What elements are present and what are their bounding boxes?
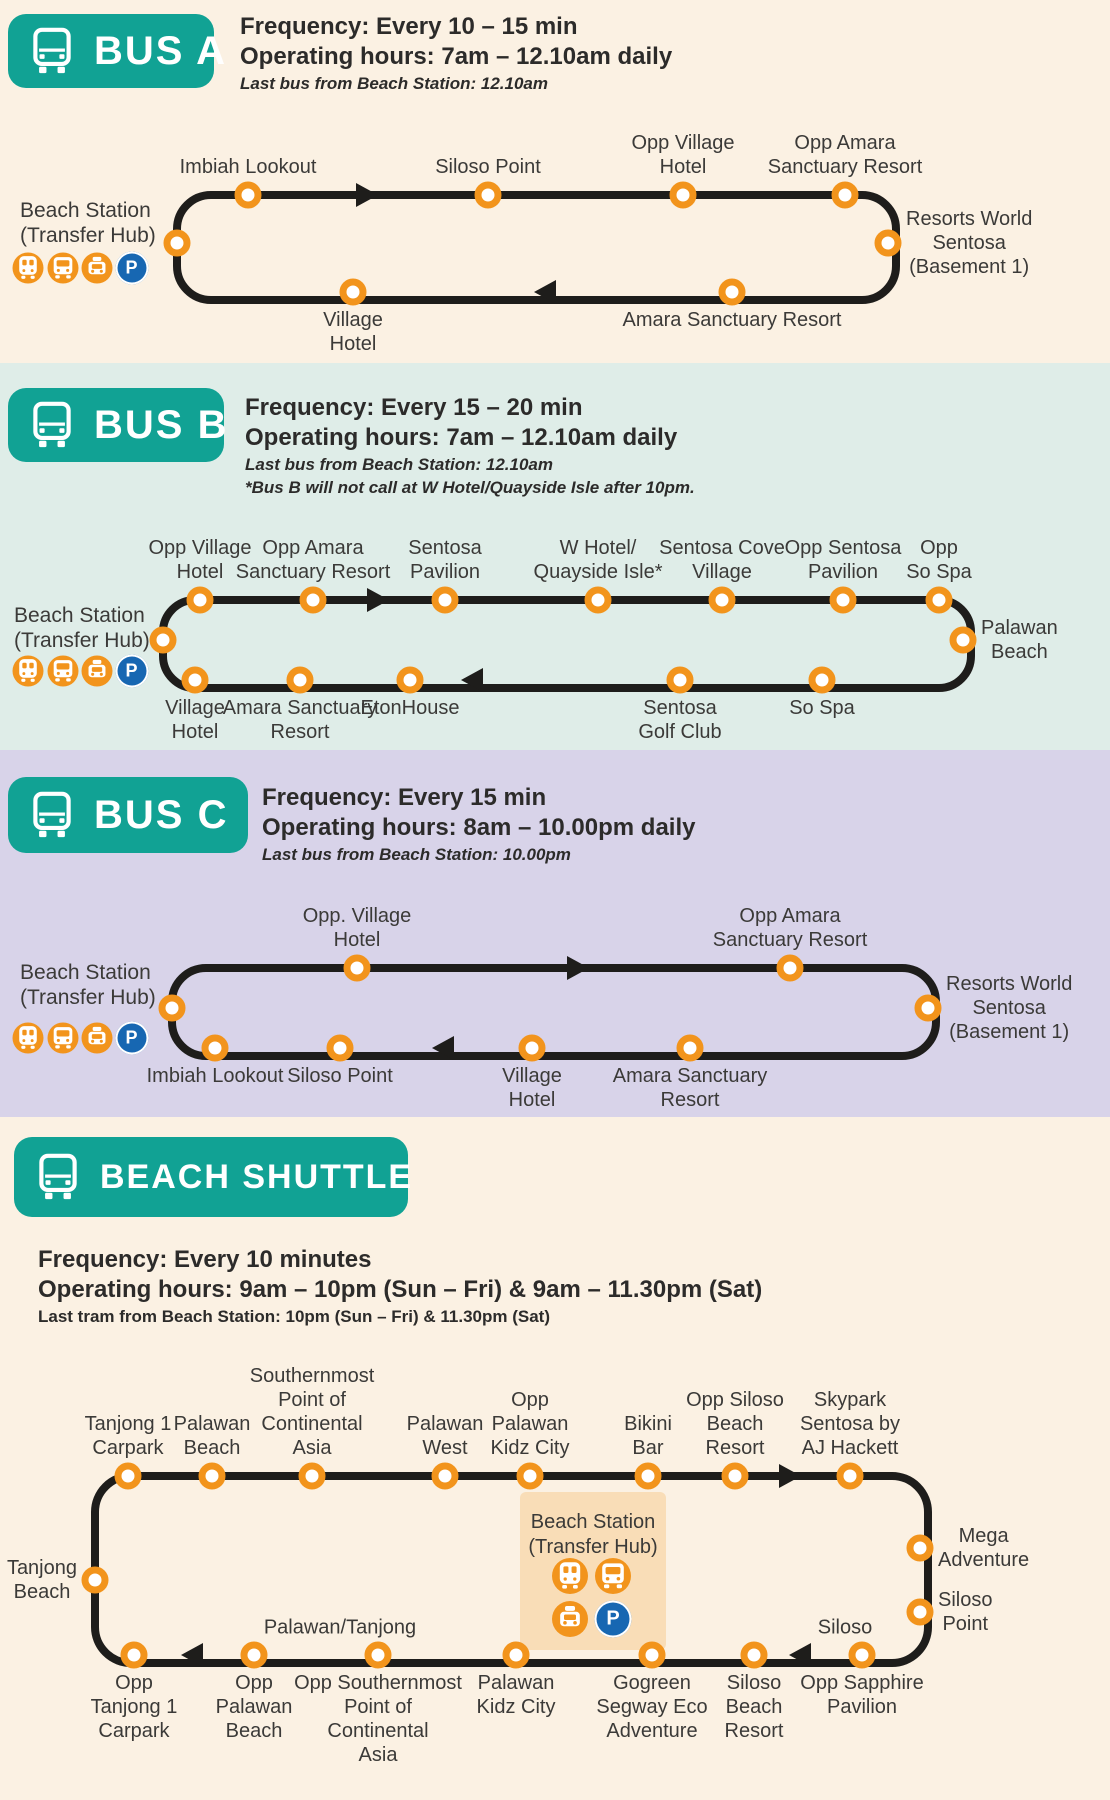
stop-label: Imbiah Lookout	[179, 156, 317, 178]
stop-marker	[327, 1035, 354, 1062]
operating-hours-text: Operating hours: 9am – 10pm (Sun – Fri) & 9am – 11.30pm (Sat)	[38, 1276, 763, 1303]
stop-label: Opp Southernmost Point of Continental Asia	[294, 1672, 462, 1766]
stop-marker	[677, 1035, 704, 1062]
bus-icon	[47, 656, 78, 687]
stop-label: Bikini Bar	[624, 1413, 672, 1459]
area-label: Palawan/Tanjong	[263, 1616, 417, 1639]
stop-marker	[585, 587, 612, 614]
route-info	[245, 393, 695, 499]
parking-letter: P	[125, 1027, 138, 1048]
stop-label: Opp Tanjong 1 Carpark	[90, 1672, 178, 1742]
stop-label: Amara Sanctuary Resort	[612, 1065, 768, 1111]
stop-marker	[199, 1463, 226, 1490]
operating-hours-text: Operating hours: 8am – 10.00pm daily	[262, 814, 696, 841]
stop-marker	[722, 1463, 749, 1490]
stop-label: Mega Adventure	[938, 1525, 1030, 1571]
stop-marker	[159, 995, 186, 1022]
stop-marker	[503, 1642, 530, 1669]
parking-letter: P	[606, 1607, 620, 1630]
stop-label: Opp Sentosa Pavilion	[784, 537, 902, 583]
stop-label: Opp. Village Hotel	[302, 905, 412, 951]
route-info	[262, 783, 695, 866]
stop-marker	[837, 1463, 864, 1490]
stop-label: Sentosa Pavilion	[408, 537, 482, 583]
last-tram-note: Last tram from Beach Station: 10pm (Sun – Fri) & 11.30pm (Sat)	[38, 1307, 551, 1326]
parking-icon	[115, 252, 148, 285]
route-badge	[8, 777, 248, 853]
bus-icon	[36, 1153, 80, 1201]
stop-label: Imbiah Lookout	[146, 1065, 284, 1087]
stop-marker	[340, 279, 367, 306]
last-bus-note: Last bus from Beach Station: 12.10am	[240, 74, 548, 93]
last-bus-note: Last bus from Beach Station: 12.10am	[245, 455, 553, 474]
stop-marker	[670, 182, 697, 209]
route-badge-label: BUS C	[94, 792, 229, 837]
parking-icon	[115, 655, 148, 688]
stop-marker	[830, 587, 857, 614]
bus-b-restriction-note: *Bus B will not call at W Hotel/Quayside Isle after 10pm.	[245, 478, 695, 497]
stop-label: Tanjong 1 Carpark	[84, 1413, 172, 1459]
stop-marker	[287, 667, 314, 694]
route-badge	[8, 388, 229, 462]
stop-marker	[809, 667, 836, 694]
last-bus-note: Last bus from Beach Station: 10.00pm	[262, 845, 571, 864]
stop-marker	[397, 667, 424, 694]
stop-marker	[832, 182, 859, 209]
direction-arrow-icon	[367, 588, 389, 612]
stop-marker	[719, 279, 746, 306]
stop-label: Opp Sapphire Pavilion	[800, 1672, 924, 1718]
stop-marker	[344, 955, 371, 982]
stop-marker	[875, 230, 902, 257]
stop-marker	[950, 627, 977, 654]
stop-label: Tanjong Beach	[6, 1557, 77, 1603]
parking-icon	[115, 1022, 148, 1055]
frequency-text: Frequency: Every 15 min	[262, 784, 547, 811]
stop-label: Village Hotel	[323, 309, 383, 355]
stop-label: Palawan Kidz City	[476, 1672, 556, 1718]
stop-marker	[299, 1463, 326, 1490]
stop-marker	[82, 1567, 109, 1594]
stop-marker	[241, 1642, 268, 1669]
stop-label: Opp Siloso Beach Resort	[686, 1389, 784, 1459]
stop-label: Opp Palawan Kidz City	[490, 1389, 570, 1459]
stop-label: Palawan West	[406, 1413, 484, 1459]
stop-marker	[635, 1463, 662, 1490]
stop-marker	[432, 1463, 459, 1490]
stop-label: Siloso Point	[435, 156, 541, 178]
stop-label: So Spa	[789, 697, 855, 719]
stop-marker	[121, 1642, 148, 1669]
frequency-text: Frequency: Every 10 – 15 min	[240, 13, 578, 40]
stop-marker	[432, 587, 459, 614]
direction-arrow-icon	[534, 280, 556, 304]
stop-label: Palawan Beach	[173, 1413, 251, 1459]
operating-hours-text: Operating hours: 7am – 12.10am daily	[245, 424, 678, 451]
taxi-icon	[82, 1023, 113, 1054]
stop-label: Resorts World Sentosa (Basement 1)	[906, 208, 1033, 278]
transfer-hub-label: Beach Station (Transfer Hub)	[14, 604, 150, 652]
bus-icon	[47, 1023, 78, 1054]
stop-label: Opp Amara Sanctuary Resort	[767, 132, 923, 178]
stop-marker	[235, 182, 262, 209]
taxi-icon	[82, 253, 113, 284]
monorail-icon	[13, 1023, 44, 1054]
stop-label: Siloso Beach Resort	[724, 1672, 784, 1742]
stop-marker	[849, 1642, 876, 1669]
bus-icon	[30, 27, 74, 75]
route-info	[240, 12, 672, 95]
stop-marker	[164, 230, 191, 257]
direction-arrow-icon	[567, 956, 589, 980]
route-loop	[159, 596, 975, 692]
parking-letter: P	[125, 257, 138, 278]
stop-marker	[475, 182, 502, 209]
transfer-hub-label: Beach Station (Transfer Hub)	[20, 961, 156, 1009]
direction-arrow-icon	[779, 1464, 801, 1488]
route-info	[38, 1245, 762, 1328]
route-badge-label: BUS B	[94, 402, 229, 447]
stop-label: W Hotel/ Quayside Isle*	[533, 537, 663, 583]
stop-label: Opp Village Hotel	[631, 132, 735, 178]
transfer-hub-label: Beach Station (Transfer Hub)	[20, 199, 156, 247]
stop-label: Sentosa Golf Club	[638, 697, 722, 743]
stop-label: Skypark Sentosa by AJ Hackett	[799, 1389, 901, 1459]
stop-marker	[926, 587, 953, 614]
bus-icon	[30, 791, 74, 839]
direction-arrow-icon	[789, 1643, 811, 1667]
stop-marker	[115, 1463, 142, 1490]
direction-arrow-icon	[181, 1643, 203, 1667]
stop-label: Opp Palawan Beach	[215, 1672, 293, 1742]
direction-arrow-icon	[356, 183, 378, 207]
stop-marker	[777, 955, 804, 982]
stop-label: Opp Amara Sanctuary Resort	[235, 537, 391, 583]
route-badge-label: BEACH SHUTTLE	[100, 1157, 414, 1196]
stop-marker	[915, 995, 942, 1022]
stop-marker	[182, 667, 209, 694]
stop-label: Opp Village Hotel	[148, 537, 252, 583]
bus-a-section	[0, 0, 1110, 363]
monorail-icon	[13, 656, 44, 687]
bus-icon	[47, 253, 78, 284]
stop-label: Sentosa Cove Village	[659, 537, 785, 583]
stop-marker	[639, 1642, 666, 1669]
operating-hours-text: Operating hours: 7am – 12.10am daily	[240, 43, 673, 70]
stop-label: Village Hotel	[502, 1065, 562, 1111]
beach-shuttle-section	[0, 1117, 1110, 1800]
route-badge	[8, 14, 227, 88]
stop-marker	[667, 667, 694, 694]
stop-marker	[709, 587, 736, 614]
stop-marker	[187, 587, 214, 614]
frequency-text: Frequency: Every 15 – 20 min	[245, 394, 583, 421]
stop-label: Resorts World Sentosa (Basement 1)	[946, 973, 1073, 1043]
frequency-text: Frequency: Every 10 minutes	[38, 1246, 372, 1273]
stop-label: Opp Amara Sanctuary Resort	[712, 905, 868, 951]
stop-marker	[741, 1642, 768, 1669]
route-badge-label: BUS A	[94, 28, 227, 73]
stop-marker	[365, 1642, 392, 1669]
monorail-icon	[13, 253, 44, 284]
stop-label: Southernmost Point of Continental Asia	[249, 1365, 375, 1459]
stop-label: Village Hotel	[165, 697, 225, 743]
stop-marker	[202, 1035, 229, 1062]
taxi-icon	[82, 656, 113, 687]
stop-marker	[150, 627, 177, 654]
stop-marker	[300, 587, 327, 614]
stop-label: Siloso Point	[938, 1589, 993, 1635]
parking-letter: P	[125, 660, 138, 681]
stop-marker	[907, 1535, 934, 1562]
bus-icon	[30, 401, 74, 449]
direction-arrow-icon	[432, 1036, 454, 1060]
stop-label: Siloso Point	[287, 1065, 393, 1087]
stop-label: Palawan Beach	[981, 617, 1058, 663]
route-loop	[168, 964, 940, 1060]
route-badge	[14, 1137, 414, 1217]
stop-label: Gogreen Segway Eco Adventure	[596, 1672, 708, 1742]
stop-label: Amara Sanctuary Resort	[622, 309, 842, 331]
direction-arrow-icon	[461, 668, 483, 692]
stop-marker	[907, 1599, 934, 1626]
transfer-hub-label: Beach Station (Transfer Hub)	[528, 1511, 658, 1558]
bus-c-section	[0, 750, 1110, 1117]
stop-label: EtonHouse	[360, 697, 460, 719]
bus-b-section	[0, 363, 1110, 750]
route-loop	[91, 1472, 932, 1667]
stop-marker	[519, 1035, 546, 1062]
area-label: Siloso	[817, 1616, 873, 1639]
stop-label: Amara Sanctuary Resort	[222, 697, 378, 743]
stop-label: Opp So Spa	[906, 537, 972, 583]
stop-marker	[517, 1463, 544, 1490]
